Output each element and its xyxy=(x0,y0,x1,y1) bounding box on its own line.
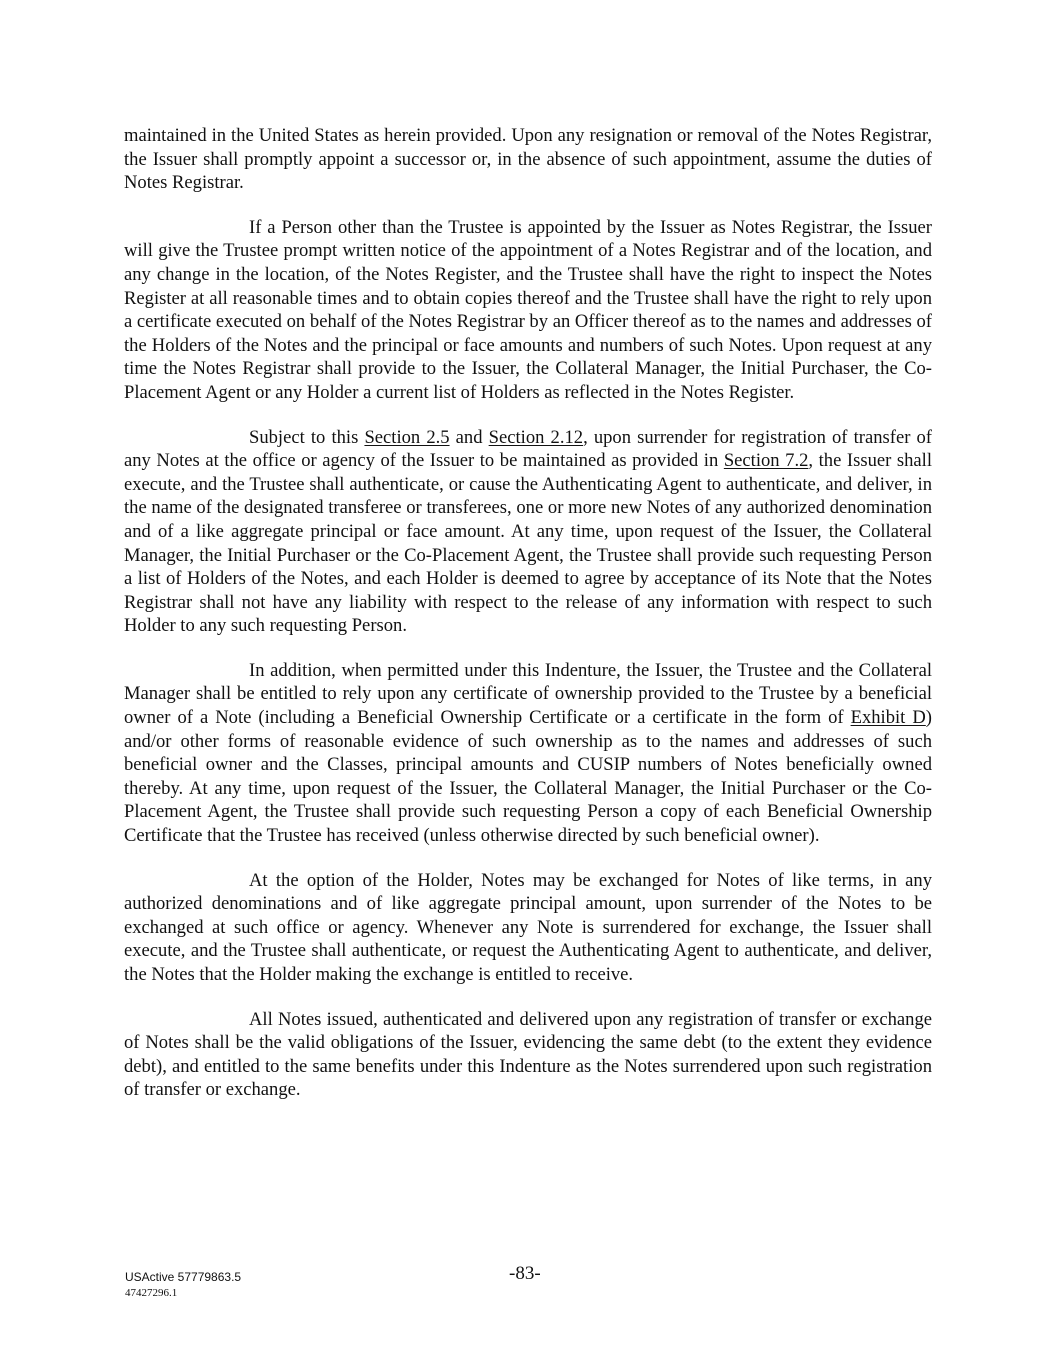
paragraph-text: At the option of the Holder, Notes may be exchanged for Notes of like terms, in any authorized denominations and of like aggregate principal amount, upon surrender of the Notes to be exchanged at such office or agency. Whenever any Note is surrendered for exchange, the Issuer shall execute, and the Trustee shall authenticate, or request the Authenticating Agent to authenticate, and deliver, the Notes that the Holder making the exchange is entitled to receive. xyxy=(124,869,932,985)
paragraph-text: , upon surrender for registration of transfer of any Notes at the office or agency of the Issuer to be maintained as provided in xyxy=(124,426,932,472)
paragraph-text: and xyxy=(449,426,489,448)
paragraph-exchange-option xyxy=(124,869,932,987)
paragraph-text: In addition, when permitted under this Indenture, the Issuer, the Trustee and the Collateral Manager shall be entitled to rely upon any certificate of ownership provided to the Trustee by a beneficial owner of a Note (including a Beneficial Ownership Certificate or a certificate in the form of xyxy=(124,659,932,729)
paragraph-notes-registrar-appointment xyxy=(124,216,932,405)
paragraph-text: Subject to this xyxy=(249,426,365,448)
cross-reference-link[interactable]: Section 2.5 xyxy=(364,426,450,448)
page-number: -83- xyxy=(509,1263,541,1284)
footer-doc-id: USActive 57779863.5 xyxy=(125,1270,242,1284)
paragraph-text: ) and/or other forms of reasonable evidence of such ownership as to the names and addresses of such beneficial owner and the Classes, principal amounts and CUSIP numbers of Notes beneficially owned thereby. At any time, upon request of the Issuer, the Collateral Manager, the Initial Purchaser or the Co-Placement Agent, the Trustee shall provide such requesting Person a copy of each Beneficial Ownership Certificate that the Trustee has received (unless otherwise directed by such beneficial owner). xyxy=(124,707,932,847)
paragraph-text: maintained in the United States as herein provided. Upon any resignation or removal of the Notes Registrar, the Issuer shall promptly appoint a successor or, in the absence of such appointment, assume the duties of Notes Registrar. xyxy=(124,125,932,194)
footer-doc-sub-id: 47427296.1 xyxy=(125,1287,178,1299)
cross-reference-link[interactable]: Section 2.12 xyxy=(488,426,584,448)
paragraph-text: If a Person other than the Trustee is appointed by the Issuer as Notes Registrar, the Issuer will give the Trustee prompt written notice of the appointment of a Notes Registrar and of the location, and any change in the location, of the Notes Register, and the Trustee shall have the right to inspect the Notes Register at all reasonable times and to obtain copies thereof and the Trustee shall have the right to rely upon a certificate executed on behalf of the Notes Registrar by an Officer thereof as to the names and addresses of the Holders of the Notes and the principal or face amounts and numbers of such Notes. Upon request at any time the Notes Registrar shall provide to the Issuer, the Collateral Manager, the Initial Purchaser, the Co-Placement Agent or any Holder a current list of Holders as reflected in the Notes Register. xyxy=(124,216,932,403)
footer-doc-ids xyxy=(125,1269,241,1301)
cross-reference-link[interactable]: Exhibit D xyxy=(850,707,926,729)
paragraph-continued xyxy=(124,124,932,195)
cross-reference-link[interactable]: Section 7.2 xyxy=(723,450,809,472)
paragraph-beneficial-ownership xyxy=(124,659,932,848)
paragraph-registration-of-transfer xyxy=(124,426,932,638)
paragraph-valid-obligations xyxy=(124,1008,932,1102)
body-text xyxy=(124,124,932,1123)
paragraph-text: All Notes issued, authenticated and delivered upon any registration of transfer or exchange of Notes shall be the valid obligations of the Issuer, evidencing the same debt (to the extent they evidence debt), and entitled to the same benefits under this Indenture as the Notes surrendered upon such registration of transfer or exchange. xyxy=(124,1008,932,1101)
paragraph-text: , the Issuer shall execute, and the Trustee shall authenticate, or cause the Authenticating Agent to authenticate, and deliver, in the name of the designated transferee or transferees, one or more new Notes of any authorized denomination and of a like aggregate principal or face amount. At any time, upon request of the Issuer, the Collateral Manager, the Initial Purchaser or the Co-Placement Agent, the Trustee shall provide such requesting Person a list of Holders of the Notes, and each Holder is deemed to agree by acceptance of its Note that the Notes Registrar shall not have any liability with respect to the release of any information with respect to such Holder to any such requesting Person. xyxy=(124,450,933,637)
